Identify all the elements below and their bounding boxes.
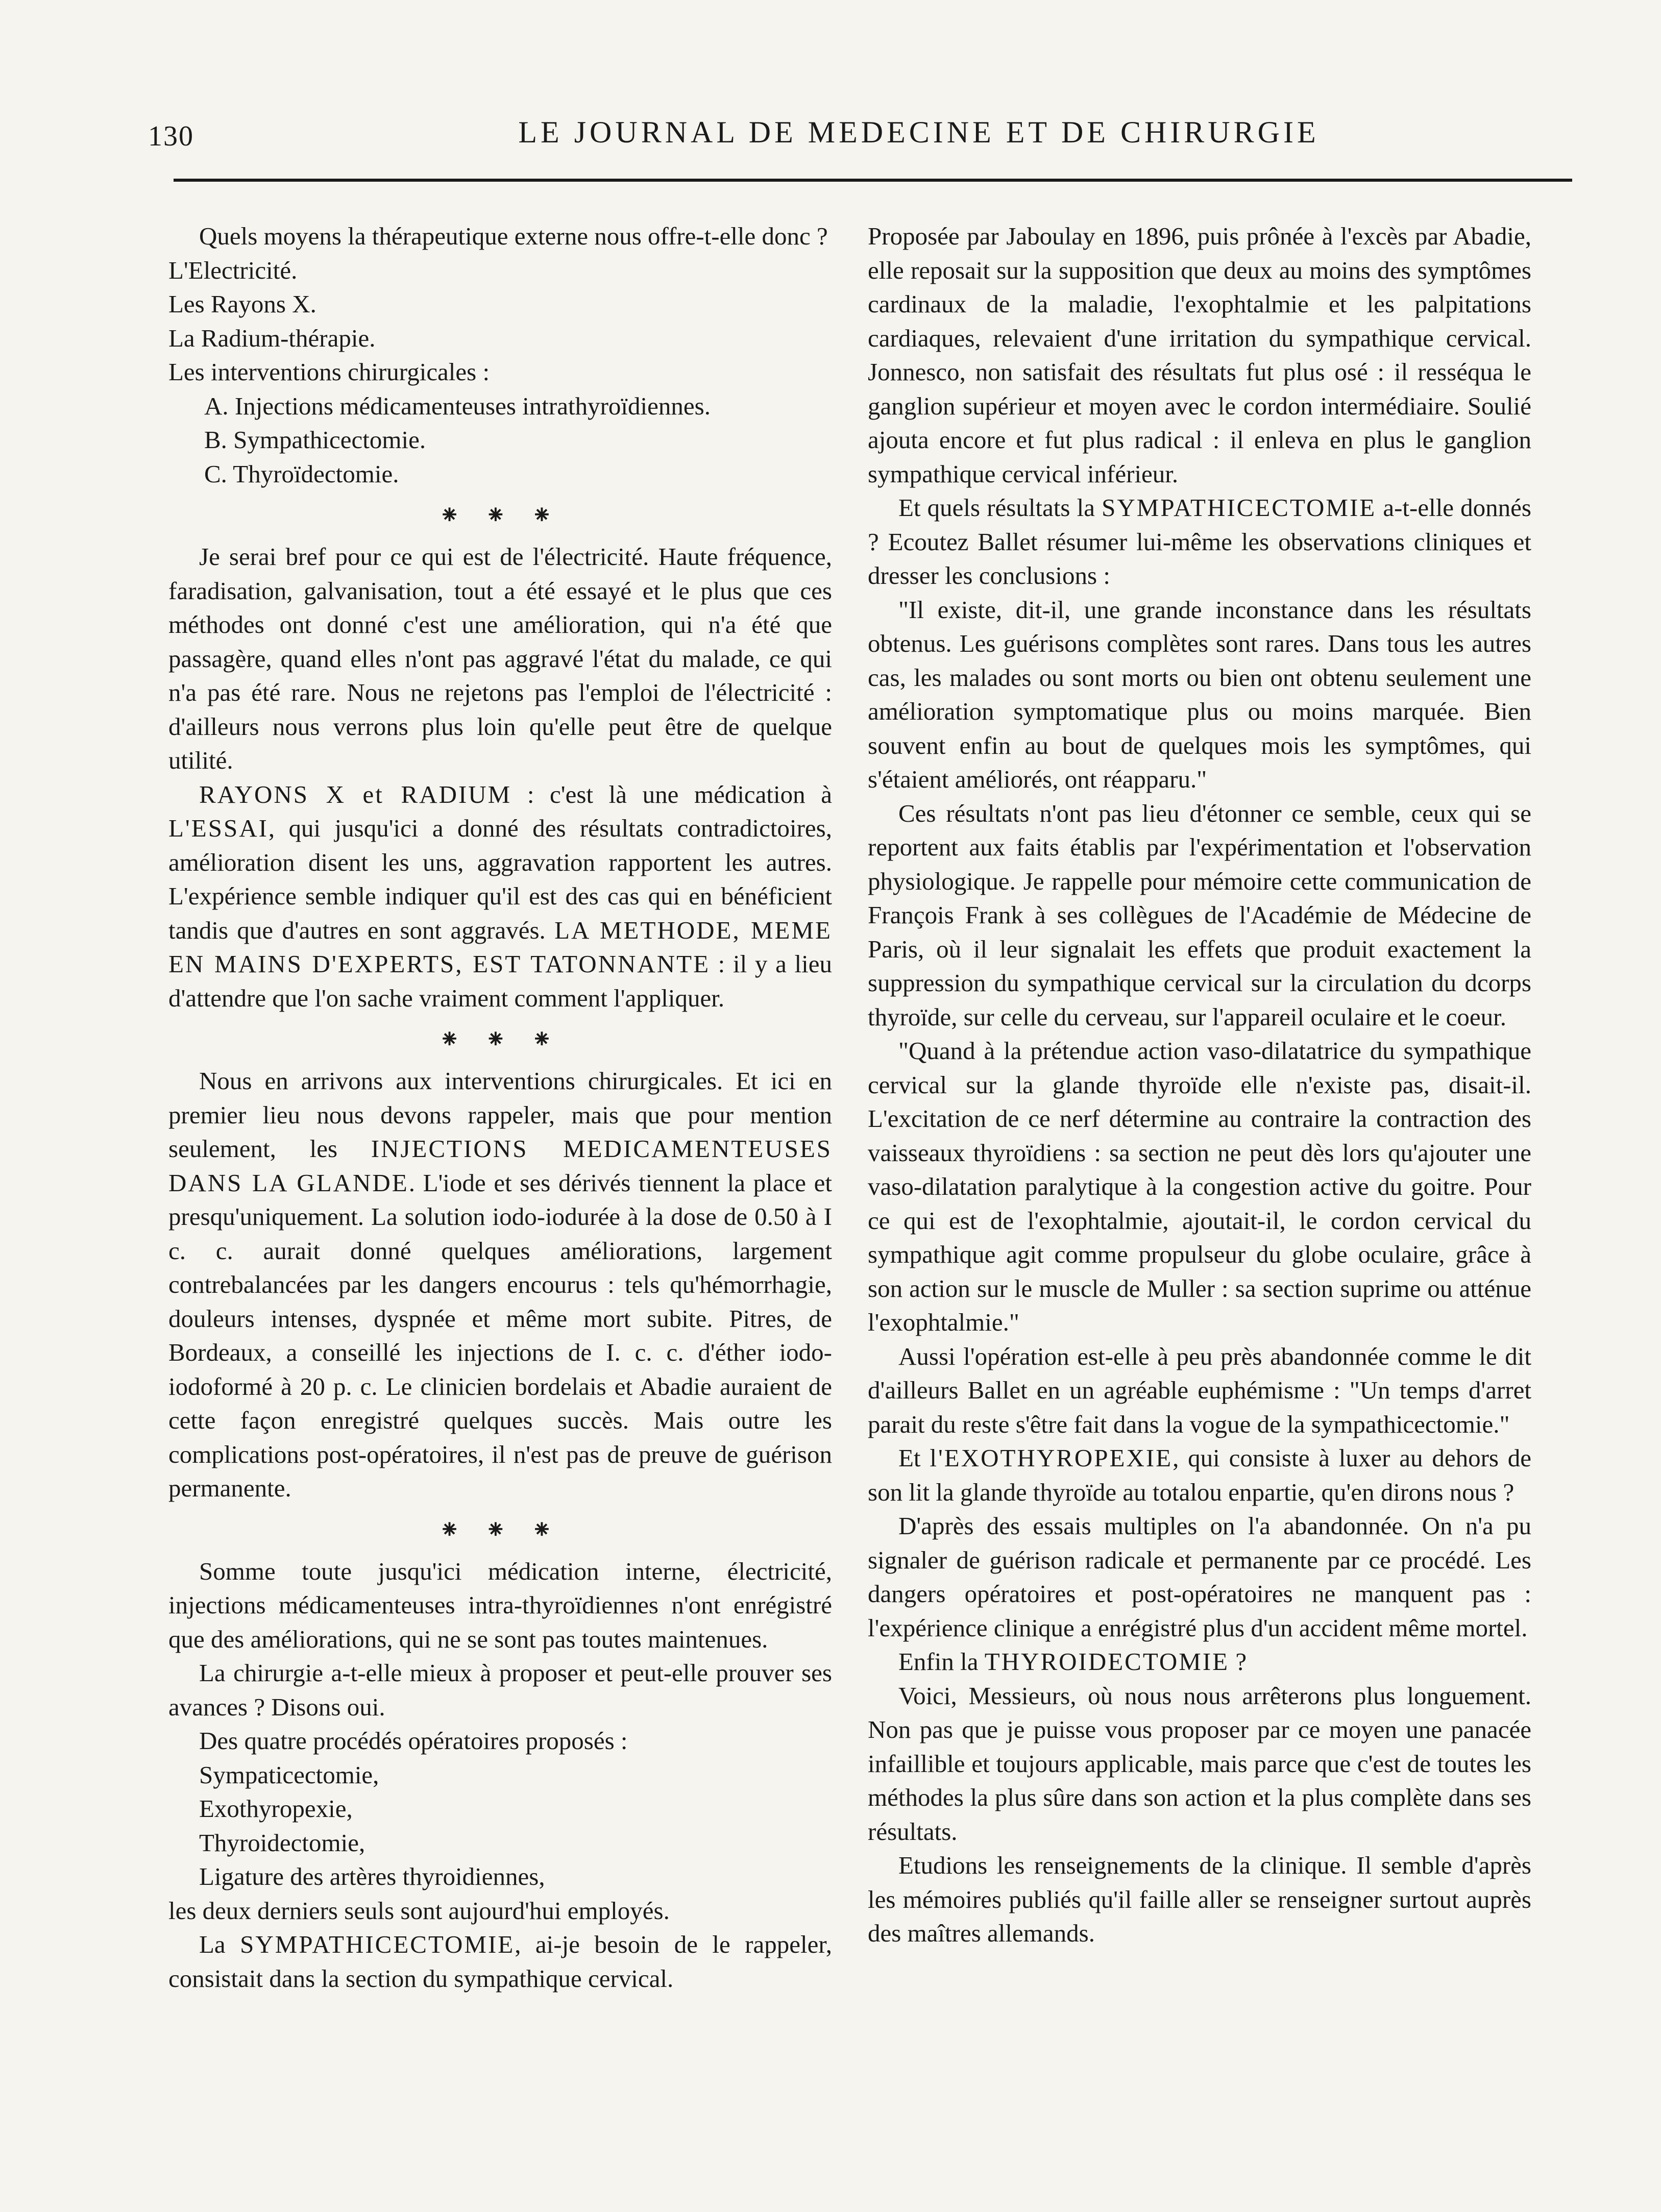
section-separator: ⁕ ⁕ ⁕ — [438, 501, 562, 529]
paragraph: Somme toute jusqu'ici médication interne, électricité, injections médicamenteuses intra-thyroïdiennes n'ont enrégistré que des améliorations, qui ne se sont pas toutes maintenues. — [168, 1557, 832, 1653]
list-subitem: B. Sympathicectomie. — [204, 426, 426, 454]
paragraph: D'après des essais multiples on l'a abandonnée. On n'a pu signaler de guérison radicale et permanente par ce procédé. Les dangers opératoires et post-opératoires ne manquent pas : l'expérience clinique a enrégistré plus d'un accident même mortel. — [868, 1512, 1531, 1642]
paragraph: Quels moyens la thérapeutique externe nous offre-t-elle donc ? — [199, 222, 828, 250]
text-run: Nous en arrivons aux interventions chirurgicales. Et ici en premier lieu nous devons rappeler, mais que pour mention seulement, les — [168, 1067, 832, 1163]
text-run: Et quels résultats la — [898, 494, 1102, 522]
text-run: , ai-je besoin de le rappeler, consistait dans la section du sympathique cervical. — [168, 1930, 832, 1993]
text-run: Enfin la — [898, 1648, 985, 1676]
quotation: "Quand à la prétendue action vaso-dilatatrice du sympathique cervical sur la glande thyroïde elle n'existe pas, disait-il. L'excitation de ce nerf détermine au contraire la contraction des vaisseaux thyroïdiens : sa section ne peut dès lors qu'ajouter une vaso-dilatation paralytique à la congestion active du goitre. Pour ce qui est de l'exophtalmie, ajoutait-il, le cordon cervical du sympathique agit comme propulseur du globe oculaire, grâce à son action sur le muscle de Muller : sa section suprime ou atténue l'exophtalmie." — [868, 1037, 1531, 1336]
paragraph — [168, 1064, 832, 1506]
list-item: La Radium-thérapie. — [168, 324, 376, 352]
list-item: L'Electricité. — [168, 256, 298, 284]
text-run: , qui consiste à luxer au dehors de son lit la glande thyroïde au totalou enpartie, qu'en dirons nous ? — [868, 1444, 1532, 1506]
emphasis-caps: LA METHODE, MEME EN MAINS D'EXPERTS, EST TATONNANTE — [168, 916, 832, 978]
section-heading — [868, 1645, 1531, 1679]
paragraph — [168, 778, 832, 1016]
emphasis-caps: L'ESSAI — [168, 814, 268, 842]
paragraph: La chirurgie a-t-elle mieux à proposer et peut-elle prouver ses avances ? Disons oui. — [168, 1659, 832, 1721]
emphasis-caps: INJECTIONS MEDICAMENTEUSES DANS LA GLANDE — [168, 1135, 832, 1197]
paragraph: Ces résultats n'ont pas lieu d'étonner ce semble, ceux qui se reportent aux faits établis par l'expérimentation et l'observation physiologique. Je rappelle pour mémoire cette communication de François Frank à ses collègues de l'Académie de Médecine de Paris, où il leur signalait les effets que produit exactement la suppression du sympathique cervical sur la circulation du dcorps thyroïde, sur celle du cerveau, sur l'appareil oculaire et le coeur. — [868, 799, 1531, 1031]
paragraph: les deux derniers seuls sont aujourd'hui employés. — [168, 1896, 670, 1925]
text-run: Et — [898, 1444, 930, 1472]
list-item: Les Rayons X. — [168, 290, 316, 318]
list-item: Les interventions chirurgicales : — [168, 358, 490, 386]
emphasis-caps: SYMPATHICECTOMIE — [240, 1930, 515, 1958]
page-header — [148, 115, 1567, 161]
left-column — [168, 219, 832, 1996]
emphasis-caps: THYROIDECTOMIE — [984, 1648, 1230, 1676]
list-subitem: C. Thyroïdectomie. — [204, 459, 399, 488]
header-rule — [174, 179, 1572, 182]
quotation: "Il existe, dit-il, une grande inconstance dans les résultats obtenus. Les guérisons complètes sont rares. Dans tous les autres cas, les malades ou sont morts ou bien ont obtenu seulement une amélioration symptomatique plus ou moins marquée. Bien souvent enfin au bout de quelques mois les symptômes, qui s'étaient améliorés, ont réapparu." — [868, 595, 1531, 793]
paragraph: Aussi l'opération est-elle à peu près abandonnée comme le dit d'ailleurs Ballet en un agréable euphémisme : "Un temps d'arret parait du reste s'être fait dans la vogue de la sympathicectomie." — [868, 1342, 1531, 1438]
list-subitem: A. Injections médicamenteuses intrathyroïdiennes. — [204, 391, 711, 420]
list-item: Exothyropexie, — [199, 1795, 353, 1823]
text-run: La — [199, 1930, 240, 1958]
text-run: ? — [1229, 1648, 1247, 1676]
list-item: Ligature des artères thyroidiennes, — [199, 1862, 545, 1890]
text-run: . L'iode et ses dérivés tiennent la place et presqu'uniquement. La solution iodo-iodurée à la dose de 0.50 à I c. c. aurait donné quelques améliorations, largement contrebalancées par les dangers encourus : tels qu'hémorrhagie, douleurs intenses, dyspnée et même mort subite. Pitres, de Bordeaux, a conseillé les injections de I. c. c. d'éther iodo-iodoformé à 20 p. c. Le clinicien bordelais et Abadie auraient de cette façon enregistré quelques succès. Mais outre les complications post-opératoires, il n'est pas de preuve de guérison permanente. — [168, 1168, 832, 1502]
list-item: Sympaticectomie, — [199, 1760, 379, 1789]
paragraph: Des quatre procédés opératoires proposés : — [199, 1727, 628, 1755]
paragraph — [168, 1928, 832, 1996]
text-run: : il y a lieu d'attendre que l'on sache vraiment comment l'appliquer. — [168, 950, 832, 1012]
emphasis-caps: l'EXOTHYROPEXIE — [930, 1444, 1173, 1472]
text-run: , qui jusqu'ici a donné des résultats contradictoires, amélioration disent les uns, aggravation rapportent les autres. L'expérience semble indiquer qu'il est des cas qui en bénéficient tandis que d'autres en sont aggravés. — [168, 814, 832, 944]
paragraph — [868, 491, 1531, 593]
paragraph: Voici, Messieurs, où nous nous arrêterons plus longuement. Non pas que je puisse vous proposer par ce moyen une panacée infaillible et toujours applicable, mais parce que c'est de toutes les méthodes la plus sûre dans son action et la plus complète dans ses résultats. — [868, 1681, 1531, 1846]
section-separator: ⁕ ⁕ ⁕ — [438, 1515, 562, 1544]
emphasis-caps: RAYONS X et RADIUM — [199, 780, 512, 808]
paragraph: Je serai bref pour ce qui est de l'électricité. Haute fréquence, faradisation, galvanisation, tout a été essayé et le plus que ces méthodes ont donné c'est une amélioration, qui n'a été que passagère, quand elles n'ont pas aggravé l'état du malade, ce qui n'a pas été rare. Nous ne rejetons pas l'emploi de l'électricité : d'ailleurs nous verrons plus loin qu'elle peut être de quelque utilité. — [168, 543, 832, 774]
page-number: 130 — [148, 120, 194, 152]
text-run: a-t-elle donnés ? Ecoutez Ballet résumer lui-même les observations cliniques et dresser les conclusions : — [868, 494, 1531, 589]
section-separator: ⁕ ⁕ ⁕ — [438, 1025, 562, 1053]
text-run: : c'est là une médication à — [511, 780, 832, 808]
list-item: Thyroidectomie, — [199, 1828, 365, 1857]
paragraph — [868, 1441, 1531, 1509]
paragraph: Etudions les renseignements de la clinique. Il semble d'après les mémoires publiés qu'il faille aller se renseigner surtout auprès des maîtres allemands. — [868, 1851, 1531, 1947]
emphasis-caps: SYMPATHICECTOMIE — [1102, 494, 1377, 522]
running-title: LE JOURNAL DE MEDECINE ET DE CHIRURGIE — [518, 115, 1320, 149]
paragraph: Proposée par Jaboulay en 1896, puis prônée à l'excès par Abadie, elle reposait sur la supposition que deux au moins des symptômes cardinaux de la maladie, l'exophtalmie et les palpitations cardiaques, relevaient d'une irritation du sympathique cervical. Jonnesco, non satisfait des résultats fut plus osé : il resséqua le ganglion supérieur et moyen avec le cordon intermédiaire. Soulié ajouta encore et fut plus radical : il enleva en plus le ganglion sympathique cervical inférieur. — [868, 222, 1531, 488]
right-column — [868, 219, 1531, 1951]
